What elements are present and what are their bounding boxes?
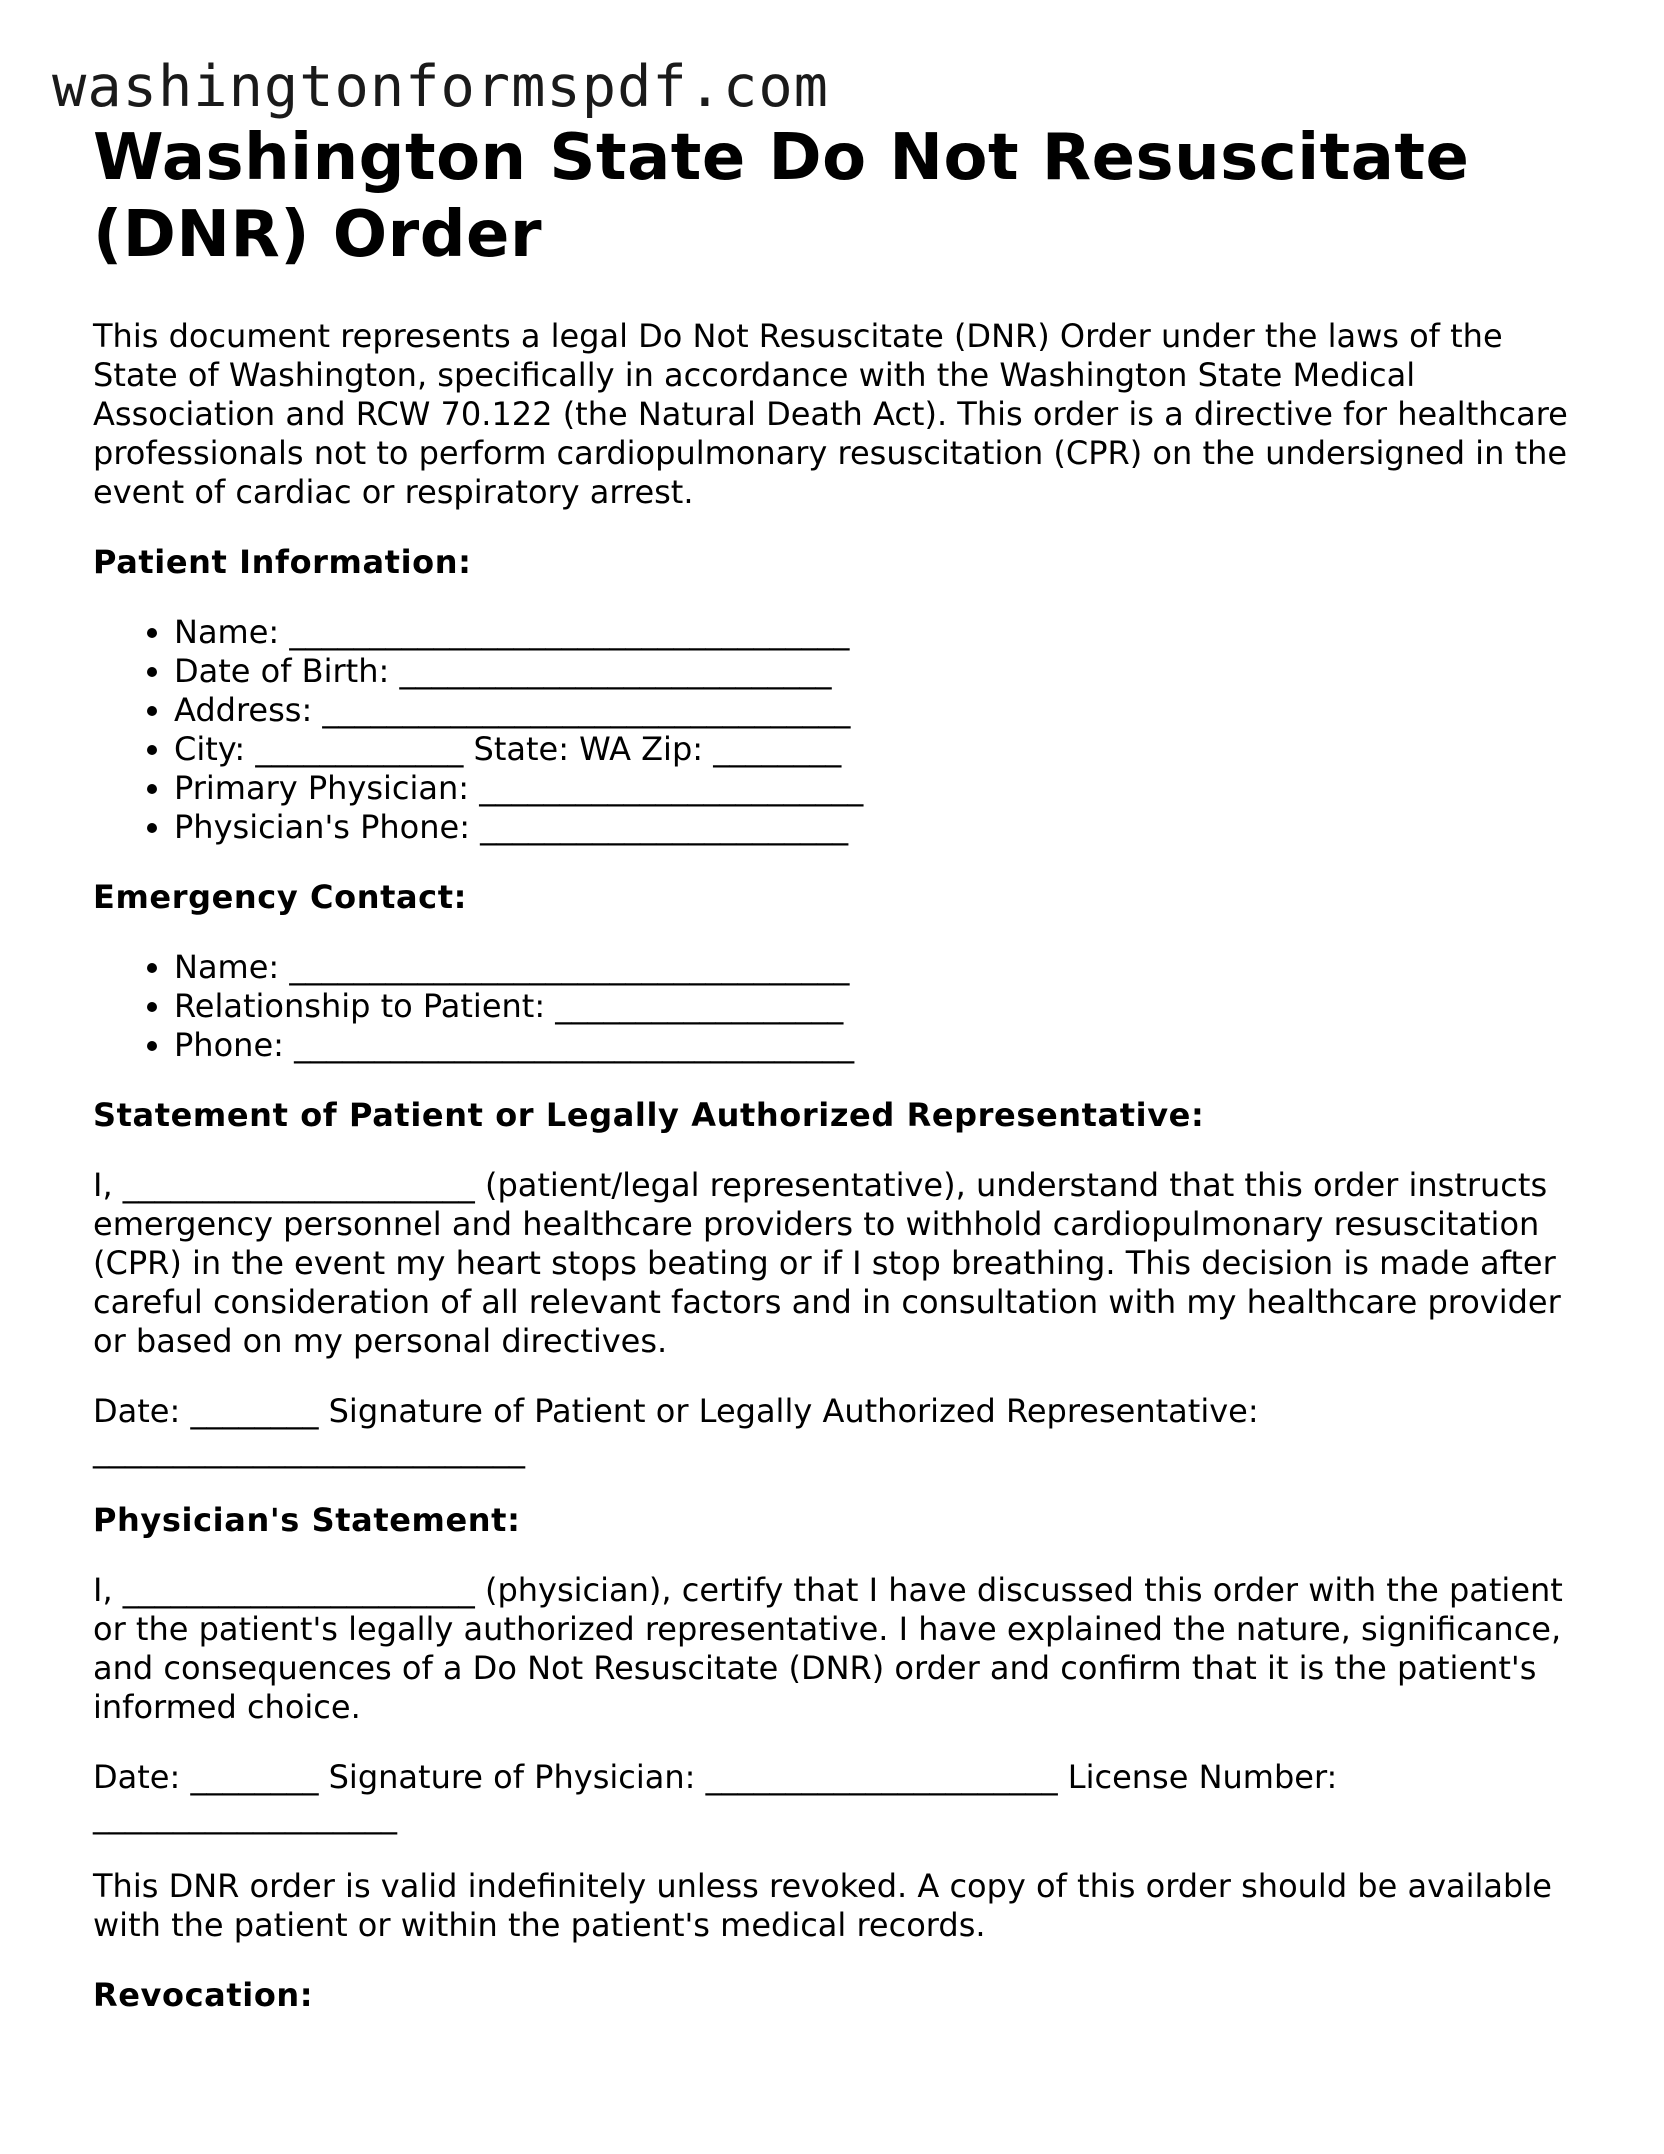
patient-address-field[interactable]: • Address: _________________________________	[174, 691, 1593, 730]
physician-phone-field[interactable]: • Physician's Phone: _______________________	[174, 808, 1593, 847]
document-title: Washington State Do Not Resuscitate (DNR) Order	[93, 121, 1470, 272]
patient-city-state-zip-field[interactable]: • City: _____________ State: WA Zip: ________	[174, 730, 1593, 769]
emergency-contact-list	[93, 948, 1593, 1065]
document-page	[93, 120, 1593, 2015]
primary-physician-field[interactable]: • Primary Physician: ________________________	[174, 769, 1593, 808]
emergency-contact-heading: Emergency Contact:	[93, 878, 468, 916]
patient-dob-field[interactable]: • Date of Birth: ___________________________	[174, 652, 1593, 691]
physician-statement-body: I, ______________________ (physician), certify that I have discussed this order with the patient or the patient's legally authorized representative. I have explained the nature, significance, and consequences of a Do Not Resuscitate (DNR) order and confirm that it is the patient's informed choice.	[93, 1571, 1563, 1726]
patient-info-list	[93, 613, 1593, 847]
intro-paragraph: This document represents a legal Do Not Resuscitate (DNR) Order under the laws of the State of Washington, specifically in accordance with the Washington State Medical Association and RCW 70.122 (the Natural Death Act). This order is a directive for healthcare professionals not to perform cardiopulmonary resuscitation (CPR) on the undersigned in the event of cardiac or respiratory arrest.	[93, 317, 1568, 511]
contact-name-field[interactable]: • Name: ___________________________________	[174, 948, 1593, 987]
watermark: washingtonformspdf.com	[52, 54, 829, 120]
patient-info-heading: Patient Information:	[93, 543, 472, 581]
contact-phone-field[interactable]: • Phone: ___________________________________	[174, 1026, 1593, 1065]
revocation-heading: Revocation:	[93, 1976, 314, 2014]
patient-statement-body: I, ______________________ (patient/legal representative), understand that this order instructs emergency personnel and healthcare providers to withhold cardiopulmonary resuscitation (CPR) in the event my heart stops beating or if I stop breathing. This decision is made after careful consideration of all relevant factors and in consultation with my healthcare provider or based on my personal directives.	[93, 1166, 1561, 1360]
contact-relationship-field[interactable]: • Relationship to Patient: __________________	[174, 987, 1593, 1026]
patient-name-field[interactable]: • Name: ___________________________________	[174, 613, 1593, 652]
physician-statement-heading: Physician's Statement:	[93, 1501, 521, 1539]
validity-note: This DNR order is valid indefinitely unless revoked. A copy of this order should be available with the patient or within the patient's medical records.	[93, 1867, 1552, 1944]
physician-signature-line[interactable]: Date: ________ Signature of Physician: ______________________ License Number: ___________________	[93, 1758, 1338, 1835]
patient-statement-heading: Statement of Patient or Legally Authorized Representative:	[93, 1096, 1205, 1134]
patient-signature-line[interactable]: Date: ________ Signature of Patient or Legally Authorized Representative: ___________________________	[93, 1392, 1259, 1469]
